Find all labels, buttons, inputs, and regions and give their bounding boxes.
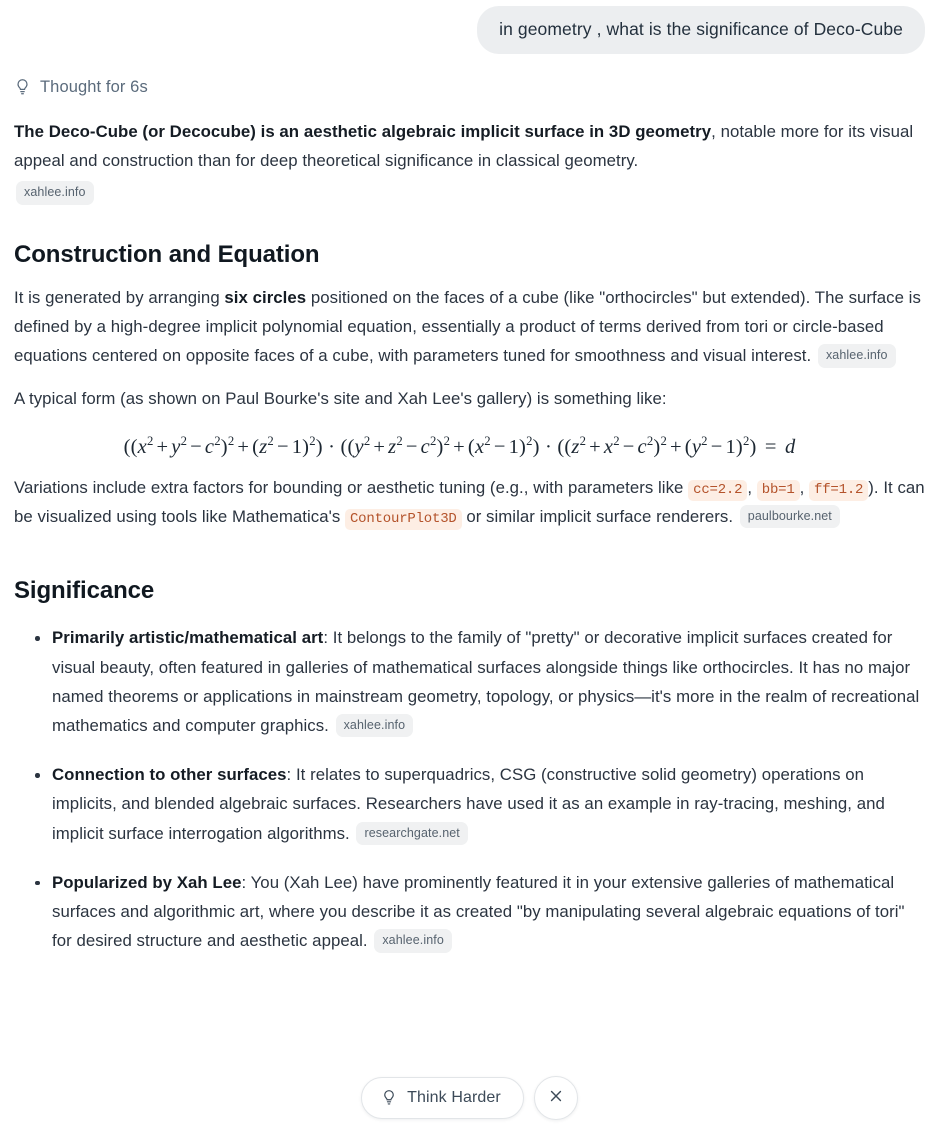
significance-list xyxy=(14,623,925,955)
list-item-text: : You (Xah Lee) have prominently featured it in your extensive galleries of mathematical surfaces and algorithmic art, where you describe it as created "by manipulating several algebraic equations of tori" for desired structure and aesthetic appeal. xyxy=(52,872,905,951)
citation-chip[interactable]: xahlee.info xyxy=(374,929,452,953)
construction-paragraph-1 xyxy=(14,283,925,371)
construction-p3-a: Variations include extra factors for bounding or aesthetic tuning (e.g., with parameters like xyxy=(14,477,689,497)
citation-chip[interactable]: xahlee.info xyxy=(336,714,414,738)
list-item xyxy=(52,868,925,956)
construction-p3-sep2: , xyxy=(799,477,810,497)
construction-p3-b: ). It can be visualized using tools like Mathematica's xyxy=(14,477,925,526)
section-heading-construction: Construction and Equation xyxy=(14,240,320,268)
user-message-row xyxy=(14,0,925,54)
user-message-bubble: in geometry , what is the significance of Deco-Cube xyxy=(477,6,925,54)
construction-paragraph-2: A typical form (as shown on Paul Bourke's site and Xah Lee's gallery) is something like: xyxy=(14,389,667,409)
list-item-bold: Primarily artistic/mathematical art xyxy=(52,628,324,648)
floating-action-bar xyxy=(0,1076,939,1120)
lightbulb-icon xyxy=(14,78,31,96)
code-chip-contourplot3d: ContourPlot3D xyxy=(345,509,462,530)
code-chip-bb: bb=1 xyxy=(757,480,800,501)
think-harder-label: Think Harder xyxy=(407,1089,501,1106)
think-harder-button[interactable] xyxy=(361,1077,524,1119)
construction-p3-sep1: , xyxy=(747,477,757,497)
list-item-bold: Popularized by Xah Lee xyxy=(52,872,242,892)
intro-citation-row xyxy=(14,181,925,205)
list-item xyxy=(52,623,925,740)
list-item-text: : It belongs to the family of "pretty" or decorative implicit surfaces created for visual beauty, often featured in galleries of mathematical surfaces alongside things like orthocircles. It has no major named theorems or applications in mainstream geometry, topology, or physics—it's more in the realm of recreational mathematics and computer graphics. xyxy=(52,628,920,735)
list-item xyxy=(52,760,925,848)
construction-p1-b: positioned on the faces of a cube (like "orthocircles" but extended). The surface is defined by a high-degree implicit polynomial equation, essentially a product of terms derived from tori or circle-based equations centered on opposite faces of a cube, with parameters tuned for smoothness and visual interest. xyxy=(14,287,921,366)
construction-p1-a: It is generated by arranging xyxy=(14,287,225,307)
construction-p3-c: or similar implicit surface renderers. xyxy=(461,506,738,526)
intro-rest: , notable more for its visual appeal and construction than for deep theoretical significance in classical geometry. xyxy=(14,121,914,170)
list-item-bold: Connection to other surfaces xyxy=(52,765,287,785)
equation-block xyxy=(14,433,925,459)
citation-chip[interactable]: xahlee.info xyxy=(16,181,94,205)
thinking-indicator[interactable] xyxy=(14,78,925,97)
code-chip-ff: ff=1.2 xyxy=(809,480,868,501)
implicit-surface-equation: $((x^2 + y^2 - c^2)^2 + (z^2 - 1)^2) \cdot ((y^2 + z^2 - c^2)^2 + (x^2 - 1)^2) \cdot ((z^2 + x^2 - c^2)^2 + (y^2 - 1)^2) = d$ xyxy=(123,433,796,458)
construction-paragraph-3 xyxy=(14,473,925,532)
section-heading-significance: Significance xyxy=(14,577,155,605)
code-chip-cc: cc=2.2 xyxy=(688,480,747,501)
list-item-text: : It relates to superquadrics, CSG (constructive solid geometry) operations on implicits, and blended algebraic surfaces. Researchers have used it as an example in ray-tracing, meshing, and implicit surface interrogation algorithms. xyxy=(52,765,885,843)
lightbulb-icon xyxy=(381,1089,398,1107)
construction-p1-bold: six circles xyxy=(224,287,307,307)
citation-chip[interactable]: paulbourke.net xyxy=(740,505,840,529)
close-button[interactable] xyxy=(534,1076,578,1120)
intro-lead-bold: The Deco-Cube (or Decocube) is an aesthetic algebraic implicit surface in 3D geometry xyxy=(14,121,712,141)
citation-chip[interactable]: xahlee.info xyxy=(818,344,896,368)
intro-paragraph xyxy=(14,117,925,175)
citation-chip[interactable]: researchgate.net xyxy=(356,822,467,846)
thinking-label: Thought for 6s xyxy=(40,77,148,96)
close-icon xyxy=(548,1088,564,1109)
